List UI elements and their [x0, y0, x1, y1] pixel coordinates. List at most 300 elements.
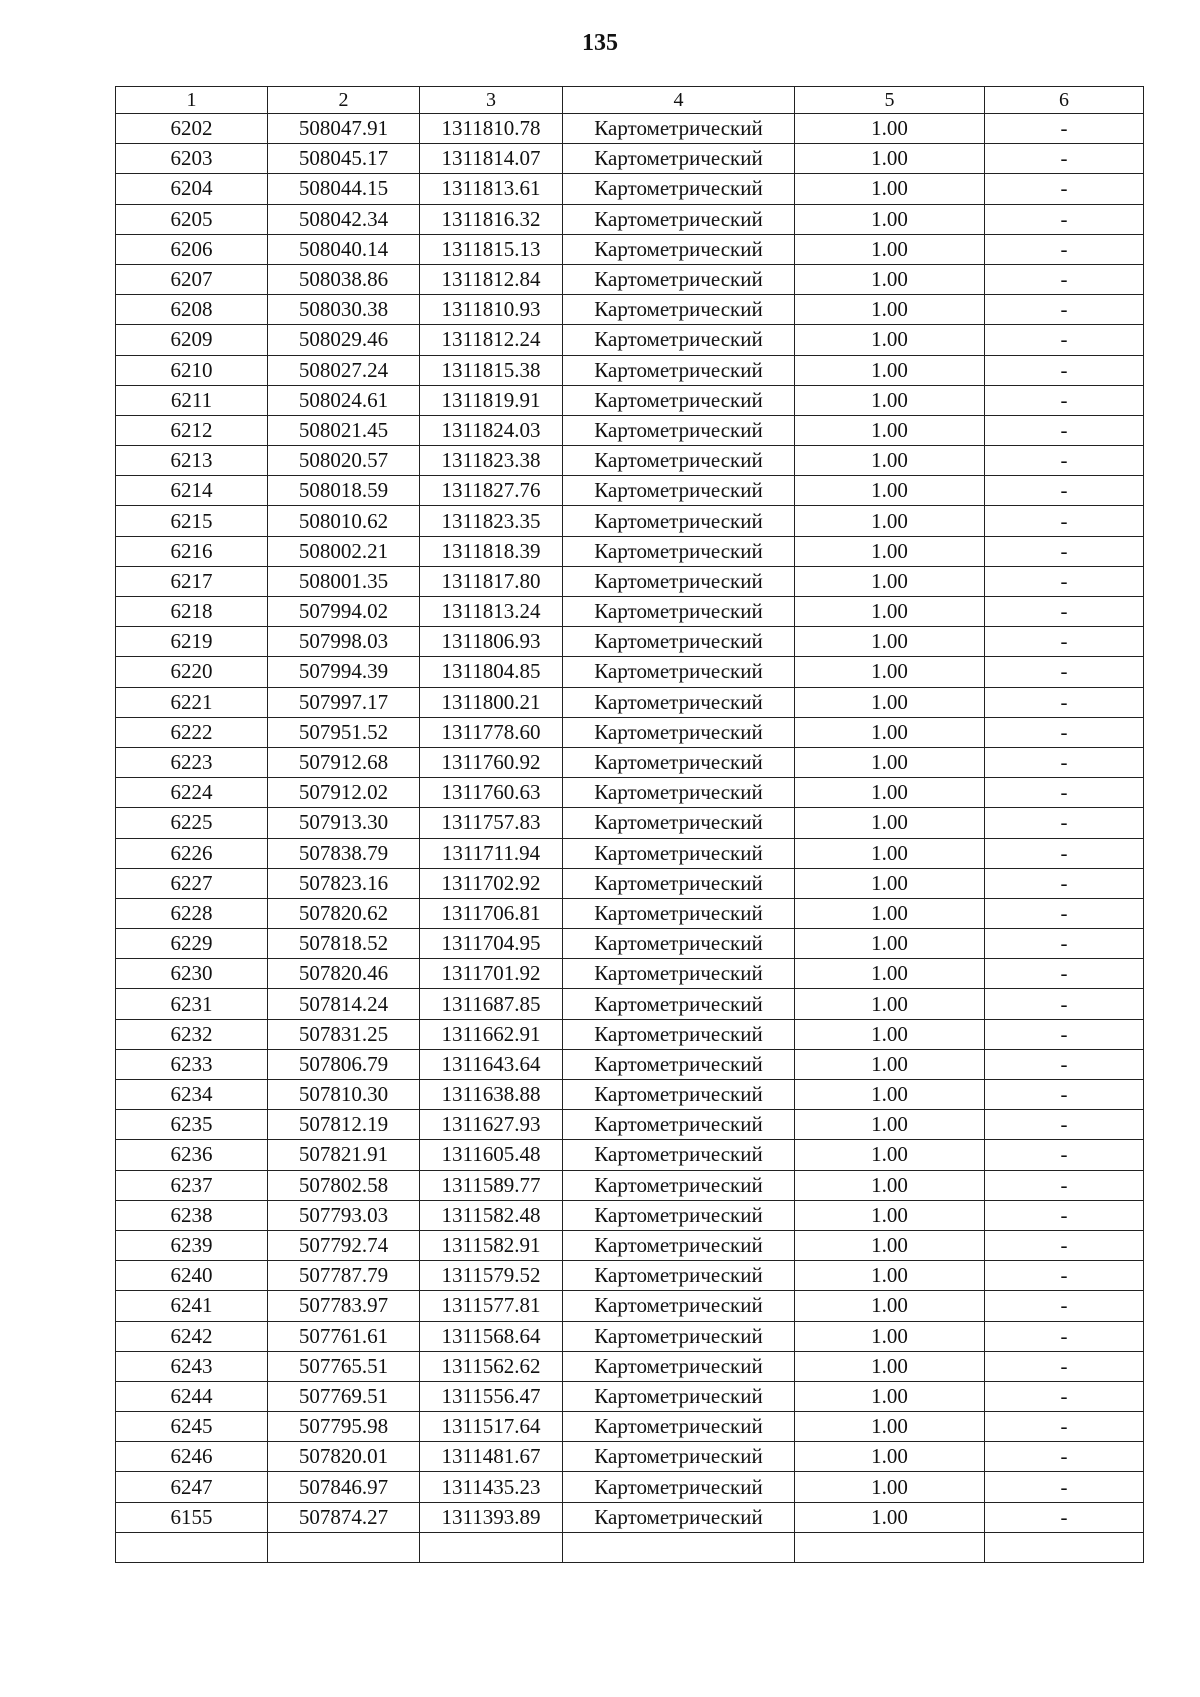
y-coordinate-cell: 1311810.78 [420, 114, 563, 144]
column-header-3: 3 [420, 87, 563, 114]
x-coordinate-cell: 507769.51 [268, 1381, 420, 1411]
accuracy-cell: 1.00 [795, 1472, 985, 1502]
y-coordinate-cell: 1311562.62 [420, 1351, 563, 1381]
description-cell: - [985, 1412, 1144, 1442]
x-coordinate-cell: 507761.61 [268, 1321, 420, 1351]
point-number-cell: 6242 [116, 1321, 268, 1351]
description-cell: - [985, 929, 1144, 959]
y-coordinate-cell: 1311589.77 [420, 1170, 563, 1200]
point-number-cell: 6209 [116, 325, 268, 355]
table-row [116, 778, 1144, 808]
point-number-cell: 6202 [116, 114, 268, 144]
y-coordinate-cell: 1311605.48 [420, 1140, 563, 1170]
point-number-cell: 6241 [116, 1291, 268, 1321]
header-row [116, 87, 1144, 114]
description-cell: - [985, 1230, 1144, 1260]
table-row [116, 1170, 1144, 1200]
x-coordinate-cell: 508021.45 [268, 415, 420, 445]
description-cell: - [985, 1019, 1144, 1049]
x-coordinate-cell: 508024.61 [268, 385, 420, 415]
point-number-cell: 6218 [116, 597, 268, 627]
y-coordinate-cell: 1311577.81 [420, 1291, 563, 1321]
method-cell: Картометрический [563, 1049, 795, 1079]
x-coordinate-cell [268, 1532, 420, 1562]
method-cell: Картометрический [563, 657, 795, 687]
accuracy-cell: 1.00 [795, 234, 985, 264]
description-cell: - [985, 174, 1144, 204]
accuracy-cell: 1.00 [795, 1200, 985, 1230]
accuracy-cell: 1.00 [795, 1412, 985, 1442]
point-number-cell: 6220 [116, 657, 268, 687]
column-header-1: 1 [116, 87, 268, 114]
description-cell: - [985, 355, 1144, 385]
point-number-cell: 6210 [116, 355, 268, 385]
description-cell: - [985, 717, 1144, 747]
point-number-cell: 6245 [116, 1412, 268, 1442]
y-coordinate-cell: 1311582.91 [420, 1230, 563, 1260]
point-number-cell: 6229 [116, 929, 268, 959]
table-row [116, 838, 1144, 868]
x-coordinate-cell: 507814.24 [268, 989, 420, 1019]
y-coordinate-cell: 1311815.38 [420, 355, 563, 385]
table-row [116, 1502, 1144, 1532]
method-cell: Картометрический [563, 747, 795, 777]
table-row [116, 687, 1144, 717]
description-cell: - [985, 446, 1144, 476]
y-coordinate-cell: 1311638.88 [420, 1080, 563, 1110]
y-coordinate-cell: 1311662.91 [420, 1019, 563, 1049]
table-row [116, 1291, 1144, 1321]
description-cell: - [985, 1442, 1144, 1472]
x-coordinate-cell: 507793.03 [268, 1200, 420, 1230]
y-coordinate-cell: 1311701.92 [420, 959, 563, 989]
point-number-cell: 6244 [116, 1381, 268, 1411]
y-coordinate-cell: 1311804.85 [420, 657, 563, 687]
y-coordinate-cell: 1311810.93 [420, 295, 563, 325]
x-coordinate-cell: 508038.86 [268, 264, 420, 294]
y-coordinate-cell: 1311818.39 [420, 536, 563, 566]
y-coordinate-cell: 1311819.91 [420, 385, 563, 415]
table-row [116, 1230, 1144, 1260]
x-coordinate-cell: 507838.79 [268, 838, 420, 868]
x-coordinate-cell: 507912.68 [268, 747, 420, 777]
table-row [116, 657, 1144, 687]
x-coordinate-cell: 508018.59 [268, 476, 420, 506]
method-cell: Картометрический [563, 1080, 795, 1110]
point-number-cell: 6231 [116, 989, 268, 1019]
y-coordinate-cell: 1311824.03 [420, 415, 563, 445]
accuracy-cell: 1.00 [795, 1321, 985, 1351]
accuracy-cell: 1.00 [795, 989, 985, 1019]
table-row [116, 627, 1144, 657]
accuracy-cell: 1.00 [795, 717, 985, 747]
point-number-cell: 6232 [116, 1019, 268, 1049]
point-number-cell: 6205 [116, 204, 268, 234]
point-number-cell: 6212 [116, 415, 268, 445]
method-cell: Картометрический [563, 1261, 795, 1291]
accuracy-cell: 1.00 [795, 1110, 985, 1140]
accuracy-cell: 1.00 [795, 778, 985, 808]
point-number-cell: 6213 [116, 446, 268, 476]
x-coordinate-cell: 507913.30 [268, 808, 420, 838]
point-number-cell: 6247 [116, 1472, 268, 1502]
method-cell [563, 1532, 795, 1562]
table-row [116, 355, 1144, 385]
description-cell: - [985, 114, 1144, 144]
accuracy-cell: 1.00 [795, 597, 985, 627]
y-coordinate-cell: 1311800.21 [420, 687, 563, 717]
description-cell: - [985, 808, 1144, 838]
description-cell: - [985, 627, 1144, 657]
accuracy-cell: 1.00 [795, 325, 985, 355]
x-coordinate-cell: 507846.97 [268, 1472, 420, 1502]
x-coordinate-cell: 507812.19 [268, 1110, 420, 1140]
y-coordinate-cell: 1311812.84 [420, 264, 563, 294]
accuracy-cell: 1.00 [795, 1080, 985, 1110]
y-coordinate-cell: 1311706.81 [420, 898, 563, 928]
y-coordinate-cell: 1311823.35 [420, 506, 563, 536]
description-cell: - [985, 959, 1144, 989]
method-cell: Картометрический [563, 1230, 795, 1260]
description-cell: - [985, 597, 1144, 627]
table-row [116, 1532, 1144, 1562]
description-cell: - [985, 1110, 1144, 1140]
y-coordinate-cell: 1311579.52 [420, 1261, 563, 1291]
method-cell: Картометрический [563, 898, 795, 928]
point-number-cell: 6206 [116, 234, 268, 264]
description-cell: - [985, 1200, 1144, 1230]
accuracy-cell: 1.00 [795, 929, 985, 959]
point-number-cell: 6228 [116, 898, 268, 928]
x-coordinate-cell: 508047.91 [268, 114, 420, 144]
method-cell: Картометрический [563, 1200, 795, 1230]
x-coordinate-cell: 507821.91 [268, 1140, 420, 1170]
table-row [116, 1321, 1144, 1351]
table-row [116, 717, 1144, 747]
accuracy-cell: 1.00 [795, 355, 985, 385]
method-cell: Картометрический [563, 506, 795, 536]
accuracy-cell: 1.00 [795, 264, 985, 294]
method-cell: Картометрический [563, 1442, 795, 1472]
table-header [116, 87, 1144, 114]
point-number-cell: 6214 [116, 476, 268, 506]
description-cell: - [985, 204, 1144, 234]
point-number-cell: 6216 [116, 536, 268, 566]
page-number: 135 [582, 30, 618, 56]
method-cell: Картометрический [563, 144, 795, 174]
description-cell: - [985, 989, 1144, 1019]
table-row [116, 989, 1144, 1019]
y-coordinate-cell: 1311435.23 [420, 1472, 563, 1502]
y-coordinate-cell: 1311393.89 [420, 1502, 563, 1532]
x-coordinate-cell: 507823.16 [268, 868, 420, 898]
y-coordinate-cell: 1311643.64 [420, 1049, 563, 1079]
accuracy-cell: 1.00 [795, 446, 985, 476]
method-cell: Картометрический [563, 929, 795, 959]
y-coordinate-cell: 1311568.64 [420, 1321, 563, 1351]
coordinates-table [115, 86, 1144, 1563]
method-cell: Картометрический [563, 1321, 795, 1351]
description-cell: - [985, 1140, 1144, 1170]
x-coordinate-cell: 507806.79 [268, 1049, 420, 1079]
table-row [116, 1200, 1144, 1230]
description-cell: - [985, 1381, 1144, 1411]
accuracy-cell: 1.00 [795, 295, 985, 325]
point-number-cell: 6219 [116, 627, 268, 657]
method-cell: Картометрический [563, 868, 795, 898]
x-coordinate-cell: 508040.14 [268, 234, 420, 264]
y-coordinate-cell: 1311760.92 [420, 747, 563, 777]
method-cell: Картометрический [563, 1291, 795, 1321]
x-coordinate-cell: 507997.17 [268, 687, 420, 717]
y-coordinate-cell: 1311813.24 [420, 597, 563, 627]
accuracy-cell: 1.00 [795, 657, 985, 687]
x-coordinate-cell: 507994.02 [268, 597, 420, 627]
table-row [116, 868, 1144, 898]
accuracy-cell: 1.00 [795, 1049, 985, 1079]
accuracy-cell: 1.00 [795, 415, 985, 445]
y-coordinate-cell: 1311702.92 [420, 868, 563, 898]
description-cell: - [985, 1502, 1144, 1532]
accuracy-cell: 1.00 [795, 627, 985, 657]
x-coordinate-cell: 507783.97 [268, 1291, 420, 1321]
accuracy-cell: 1.00 [795, 1261, 985, 1291]
method-cell: Картометрический [563, 1412, 795, 1442]
table-row [116, 1351, 1144, 1381]
accuracy-cell: 1.00 [795, 747, 985, 777]
point-number-cell: 6155 [116, 1502, 268, 1532]
y-coordinate-cell: 1311517.64 [420, 1412, 563, 1442]
y-coordinate-cell: 1311757.83 [420, 808, 563, 838]
table-row [116, 1381, 1144, 1411]
point-number-cell: 6235 [116, 1110, 268, 1140]
table-row [116, 446, 1144, 476]
point-number-cell: 6237 [116, 1170, 268, 1200]
table-row [116, 566, 1144, 596]
accuracy-cell: 1.00 [795, 566, 985, 596]
x-coordinate-cell: 507951.52 [268, 717, 420, 747]
x-coordinate-cell: 507787.79 [268, 1261, 420, 1291]
description-cell: - [985, 1170, 1144, 1200]
method-cell: Картометрический [563, 717, 795, 747]
point-number-cell: 6246 [116, 1442, 268, 1472]
description-cell: - [985, 778, 1144, 808]
table-row [116, 385, 1144, 415]
table-row [116, 929, 1144, 959]
method-cell: Картометрический [563, 1019, 795, 1049]
accuracy-cell: 1.00 [795, 1019, 985, 1049]
method-cell: Картометрический [563, 1110, 795, 1140]
accuracy-cell: 1.00 [795, 959, 985, 989]
method-cell: Картометрический [563, 959, 795, 989]
table-row [116, 1140, 1144, 1170]
accuracy-cell: 1.00 [795, 1351, 985, 1381]
accuracy-cell: 1.00 [795, 385, 985, 415]
table-row [116, 747, 1144, 777]
method-cell: Картометрический [563, 385, 795, 415]
table-row [116, 506, 1144, 536]
table-row [116, 264, 1144, 294]
method-cell: Картометрический [563, 1351, 795, 1381]
table-row [116, 1080, 1144, 1110]
table-row [116, 1110, 1144, 1140]
description-cell: - [985, 536, 1144, 566]
table-row [116, 898, 1144, 928]
y-coordinate-cell: 1311823.38 [420, 446, 563, 476]
column-header-2: 2 [268, 87, 420, 114]
y-coordinate-cell: 1311711.94 [420, 838, 563, 868]
y-coordinate-cell: 1311813.61 [420, 174, 563, 204]
accuracy-cell: 1.00 [795, 144, 985, 174]
y-coordinate-cell: 1311627.93 [420, 1110, 563, 1140]
accuracy-cell: 1.00 [795, 114, 985, 144]
table-row [116, 536, 1144, 566]
x-coordinate-cell: 507818.52 [268, 929, 420, 959]
y-coordinate-cell: 1311812.24 [420, 325, 563, 355]
point-number-cell: 6208 [116, 295, 268, 325]
method-cell: Картометрический [563, 1472, 795, 1502]
table-row [116, 1472, 1144, 1502]
description-cell: - [985, 1351, 1144, 1381]
y-coordinate-cell: 1311814.07 [420, 144, 563, 174]
x-coordinate-cell: 507792.74 [268, 1230, 420, 1260]
description-cell: - [985, 868, 1144, 898]
column-header-4: 4 [563, 87, 795, 114]
column-header-6: 6 [985, 87, 1144, 114]
x-coordinate-cell: 508030.38 [268, 295, 420, 325]
y-coordinate-cell: 1311760.63 [420, 778, 563, 808]
point-number-cell: 6227 [116, 868, 268, 898]
x-coordinate-cell: 507912.02 [268, 778, 420, 808]
point-number-cell: 6236 [116, 1140, 268, 1170]
x-coordinate-cell: 508029.46 [268, 325, 420, 355]
accuracy-cell: 1.00 [795, 174, 985, 204]
table-row [116, 325, 1144, 355]
method-cell: Картометрический [563, 264, 795, 294]
x-coordinate-cell: 507998.03 [268, 627, 420, 657]
accuracy-cell: 1.00 [795, 1170, 985, 1200]
table-row [116, 114, 1144, 144]
description-cell: - [985, 1080, 1144, 1110]
accuracy-cell: 1.00 [795, 687, 985, 717]
description-cell: - [985, 566, 1144, 596]
description-cell [985, 1532, 1144, 1562]
x-coordinate-cell: 507795.98 [268, 1412, 420, 1442]
method-cell: Картометрический [563, 838, 795, 868]
y-coordinate-cell: 1311582.48 [420, 1200, 563, 1230]
x-coordinate-cell: 508042.34 [268, 204, 420, 234]
x-coordinate-cell: 507994.39 [268, 657, 420, 687]
description-cell: - [985, 144, 1144, 174]
point-number-cell: 6217 [116, 566, 268, 596]
method-cell: Картометрический [563, 234, 795, 264]
point-number-cell: 6238 [116, 1200, 268, 1230]
accuracy-cell: 1.00 [795, 536, 985, 566]
accuracy-cell: 1.00 [795, 1291, 985, 1321]
table-row [116, 1019, 1144, 1049]
y-coordinate-cell: 1311806.93 [420, 627, 563, 657]
x-coordinate-cell: 507765.51 [268, 1351, 420, 1381]
method-cell: Картометрический [563, 114, 795, 144]
accuracy-cell: 1.00 [795, 1381, 985, 1411]
method-cell: Картометрический [563, 536, 795, 566]
table-row [116, 204, 1144, 234]
x-coordinate-cell: 508010.62 [268, 506, 420, 536]
accuracy-cell: 1.00 [795, 204, 985, 234]
table-row [116, 234, 1144, 264]
description-cell: - [985, 1049, 1144, 1079]
x-coordinate-cell: 507820.62 [268, 898, 420, 928]
point-number-cell: 6221 [116, 687, 268, 717]
y-coordinate-cell [420, 1532, 563, 1562]
point-number-cell: 6207 [116, 264, 268, 294]
table-row [116, 1261, 1144, 1291]
x-coordinate-cell: 507802.58 [268, 1170, 420, 1200]
table-row [116, 295, 1144, 325]
description-cell: - [985, 385, 1144, 415]
x-coordinate-cell: 507820.46 [268, 959, 420, 989]
accuracy-cell: 1.00 [795, 1140, 985, 1170]
point-number-cell: 6243 [116, 1351, 268, 1381]
y-coordinate-cell: 1311815.13 [420, 234, 563, 264]
method-cell: Картометрический [563, 1170, 795, 1200]
table-row [116, 476, 1144, 506]
description-cell: - [985, 295, 1144, 325]
point-number-cell: 6240 [116, 1261, 268, 1291]
accuracy-cell [795, 1532, 985, 1562]
point-number-cell: 6225 [116, 808, 268, 838]
method-cell: Картометрический [563, 1381, 795, 1411]
x-coordinate-cell: 507874.27 [268, 1502, 420, 1532]
method-cell: Картометрический [563, 566, 795, 596]
description-cell: - [985, 234, 1144, 264]
table-row [116, 1412, 1144, 1442]
description-cell: - [985, 264, 1144, 294]
y-coordinate-cell: 1311687.85 [420, 989, 563, 1019]
method-cell: Картометрический [563, 627, 795, 657]
description-cell: - [985, 415, 1144, 445]
method-cell: Картометрический [563, 1140, 795, 1170]
accuracy-cell: 1.00 [795, 838, 985, 868]
method-cell: Картометрический [563, 778, 795, 808]
point-number-cell: 6230 [116, 959, 268, 989]
table-row [116, 174, 1144, 204]
method-cell: Картометрический [563, 446, 795, 476]
method-cell: Картометрический [563, 808, 795, 838]
y-coordinate-cell: 1311481.67 [420, 1442, 563, 1472]
table-row [116, 959, 1144, 989]
description-cell: - [985, 1321, 1144, 1351]
x-coordinate-cell: 508044.15 [268, 174, 420, 204]
table-row [116, 1442, 1144, 1472]
point-number-cell: 6204 [116, 174, 268, 204]
y-coordinate-cell: 1311556.47 [420, 1381, 563, 1411]
method-cell: Картометрический [563, 325, 795, 355]
y-coordinate-cell: 1311817.80 [420, 566, 563, 596]
point-number-cell: 6211 [116, 385, 268, 415]
point-number-cell: 6223 [116, 747, 268, 777]
accuracy-cell: 1.00 [795, 506, 985, 536]
description-cell: - [985, 1291, 1144, 1321]
x-coordinate-cell: 508027.24 [268, 355, 420, 385]
x-coordinate-cell: 508001.35 [268, 566, 420, 596]
x-coordinate-cell: 508002.21 [268, 536, 420, 566]
accuracy-cell: 1.00 [795, 898, 985, 928]
accuracy-cell: 1.00 [795, 1502, 985, 1532]
table-row [116, 808, 1144, 838]
method-cell: Картометрический [563, 476, 795, 506]
method-cell: Картометрический [563, 989, 795, 1019]
